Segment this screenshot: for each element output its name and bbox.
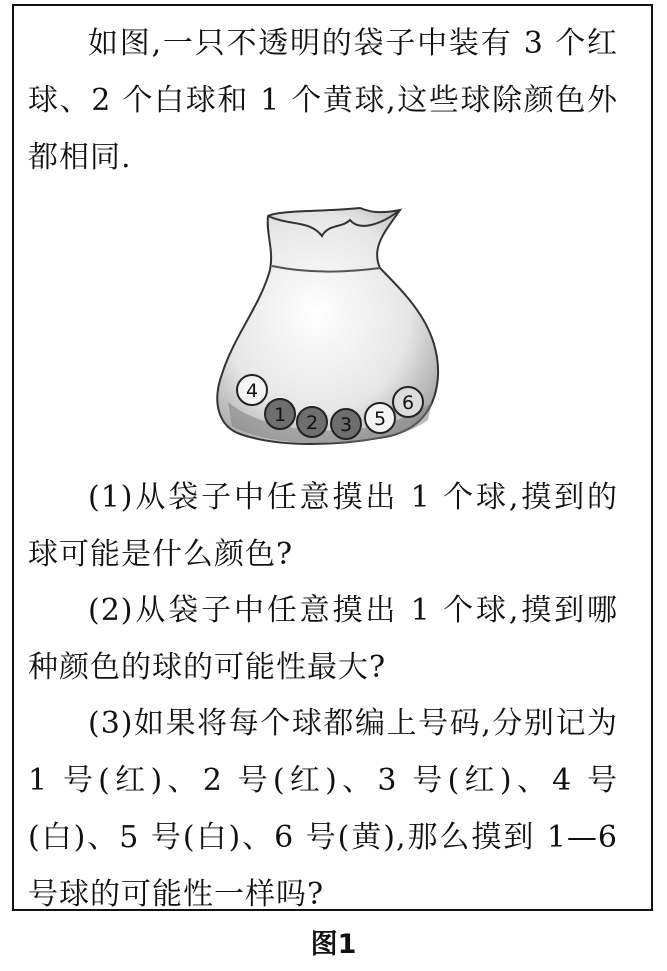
bag-illustration xyxy=(210,206,450,450)
ball-label-1: 1 xyxy=(273,404,287,426)
ball-label-2: 2 xyxy=(305,412,319,434)
ball-label-4: 4 xyxy=(245,380,259,402)
question-1: (1)从袋子中任意摸出 1 个球,摸到的球可能是什么颜色? xyxy=(28,480,618,572)
intro-text: 如图,一只不透明的袋子中装有 3 个红球、2 个白球和 1 个黄球,这些球除颜色外都相同. xyxy=(28,26,618,175)
figure-caption: 图1 xyxy=(310,929,357,960)
question-2: (2)从袋子中任意摸出 1 个球,摸到哪种颜色的球的可能性最大? xyxy=(28,593,618,685)
ball-label-6: 6 xyxy=(401,392,415,414)
ball-label-5: 5 xyxy=(373,408,387,430)
question-3: (3)如果将每个球都编上号码,分别记为 1 号(红)、2 号(红)、3 号(红)、4 号(白)、5 号(白)、6 号(黄),那么摸到 1—6 号球的可能性一样吗? xyxy=(28,706,618,912)
ball-label-3: 3 xyxy=(339,414,353,436)
